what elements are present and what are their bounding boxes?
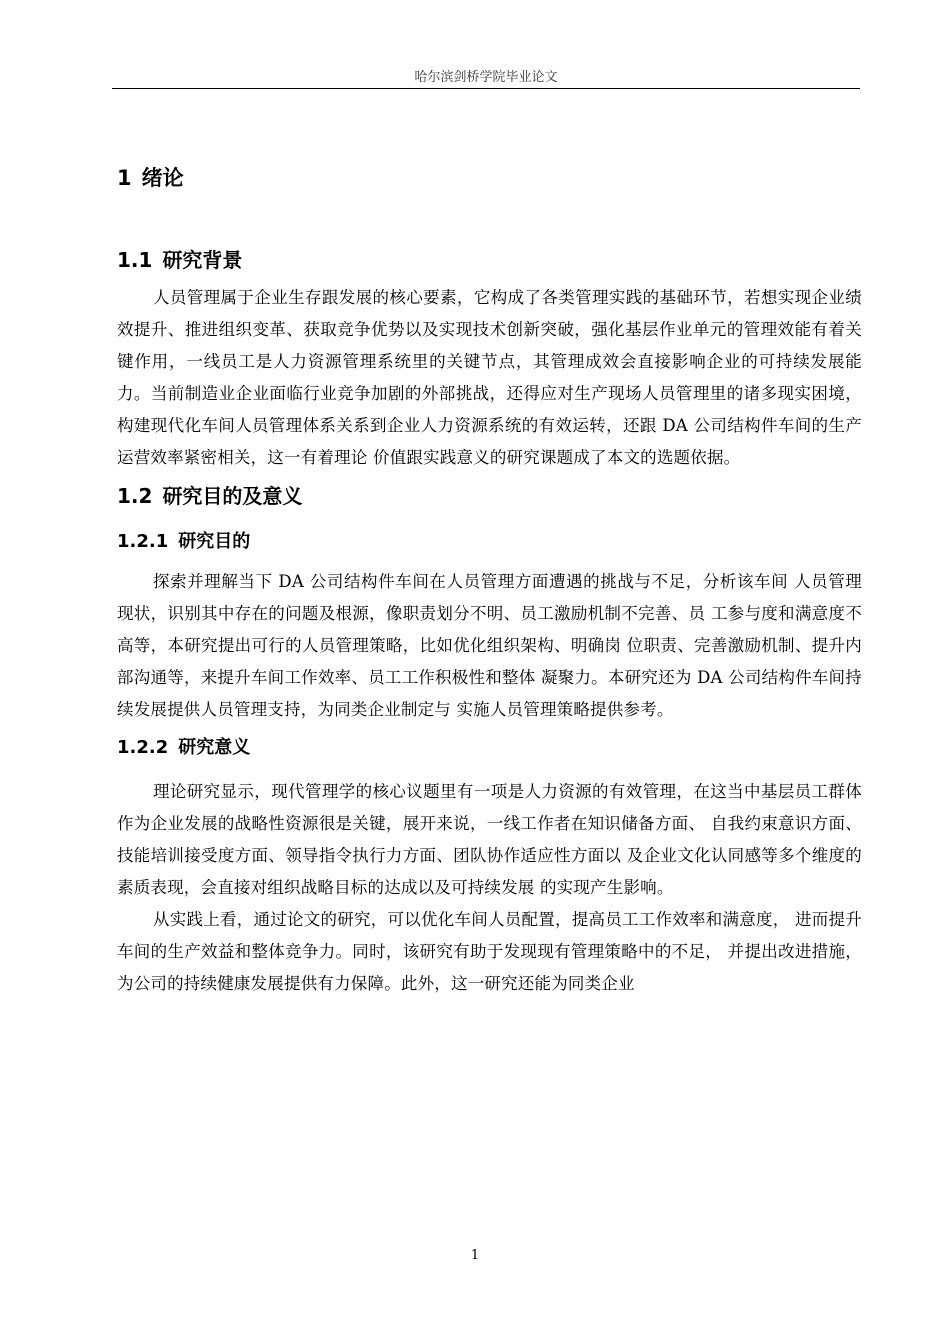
running-header: 哈尔滨剑桥学院毕业论文 — [414, 70, 558, 85]
chapter-number: 1 — [117, 166, 132, 190]
paragraph-significance-practice: 从实践上看，通过论文的研究，可以优化车间人员配置，提高员工工作效率和满意度， 进而提升车间的生产效益和整体竞争力。同时，该研究有助于发现现有管理策略中的不足， 并提出改进措施，为公司的持续健康发展提供有力保障。此外，这一研究还能为同类企业 — [117, 910, 862, 993]
chapter-title: 绪论 — [141, 166, 184, 190]
paragraph-significance-theory: 理论研究显示，现代管理学的核心议题里有一项是人力资源的有效管理，在这当中基层员工群体作为企业发展的战略性资源很是关键，展开来说，一线工作者在知识储备方面、 自我约束意识方面、技能培训接受度方面、领导指令执行力方面、团队协作适应性方面以 及企业文化认同感等多个维度的素质表现，会直接对组织战略目标的达成以及可持续发展 的实现产生影响。 — [117, 782, 862, 897]
page-number: 1 — [470, 1248, 480, 1263]
subsection-number: 1.2.2 — [117, 737, 169, 758]
section-heading-1-1 — [117, 242, 862, 278]
subsection-title: 研究目的 — [178, 531, 251, 552]
chapter-heading — [117, 160, 862, 196]
paragraph-research-purpose: 探索并理解当下 DA 公司结构件车间在人员管理方面遭遇的挑战与不足，分析该车间 人员管理现状，识别其中存在的问题及根源，像职责划分不明、员工激励机制不完善、员 工参与度和满意度不高等，本研究提出可行的人员管理策略，比如优化组织架构、明确岗 位职责、完善激励机制、提升内部沟通等，来提升车间工作效率、员工工作积极性和整体 凝聚力。本研究还为 DA 公司结构件车间持续发展提供人员管理支持，为同类企业制定与 实施人员管理策略提供参考。 — [117, 572, 862, 719]
subsection-heading-1-2-1 — [117, 524, 862, 560]
section-title: 研究目的及意义 — [162, 484, 303, 508]
subsection-number: 1.2.1 — [117, 531, 169, 552]
section-heading-1-2 — [117, 478, 862, 514]
section-number: 1.2 — [117, 484, 153, 508]
section-number: 1.1 — [117, 248, 153, 272]
page-content — [117, 160, 862, 1000]
paragraph-research-background: 人员管理属于企业生存跟发展的核心要素，它构成了各类管理实践的基础环节，若想实现企业绩效提升、推进组织变革、获取竞争优势以及实现技术创新突破，强化基层作业单元的管理效能有着关键作用，一线员工是人力资源管理系统里的关键节点，其管理成效会直接影响企业的可持续发展能力。当前制造业企业面临行业竞争加剧的外部挑战，还得应对生产现场人员管理里的诸多现实困境，构建现代化车间人员管理体系关系到企业人力资源系统的有效运转，还跟 DA 公司结构件车间的生产运营效率紧密相关，这一有着理论 价值跟实践意义的研究课题成了本文的选题依据。 — [117, 288, 862, 467]
header-rule — [112, 88, 860, 89]
section-title: 研究背景 — [162, 248, 243, 272]
subsection-heading-1-2-2 — [117, 730, 862, 766]
subsection-title: 研究意义 — [178, 737, 251, 758]
